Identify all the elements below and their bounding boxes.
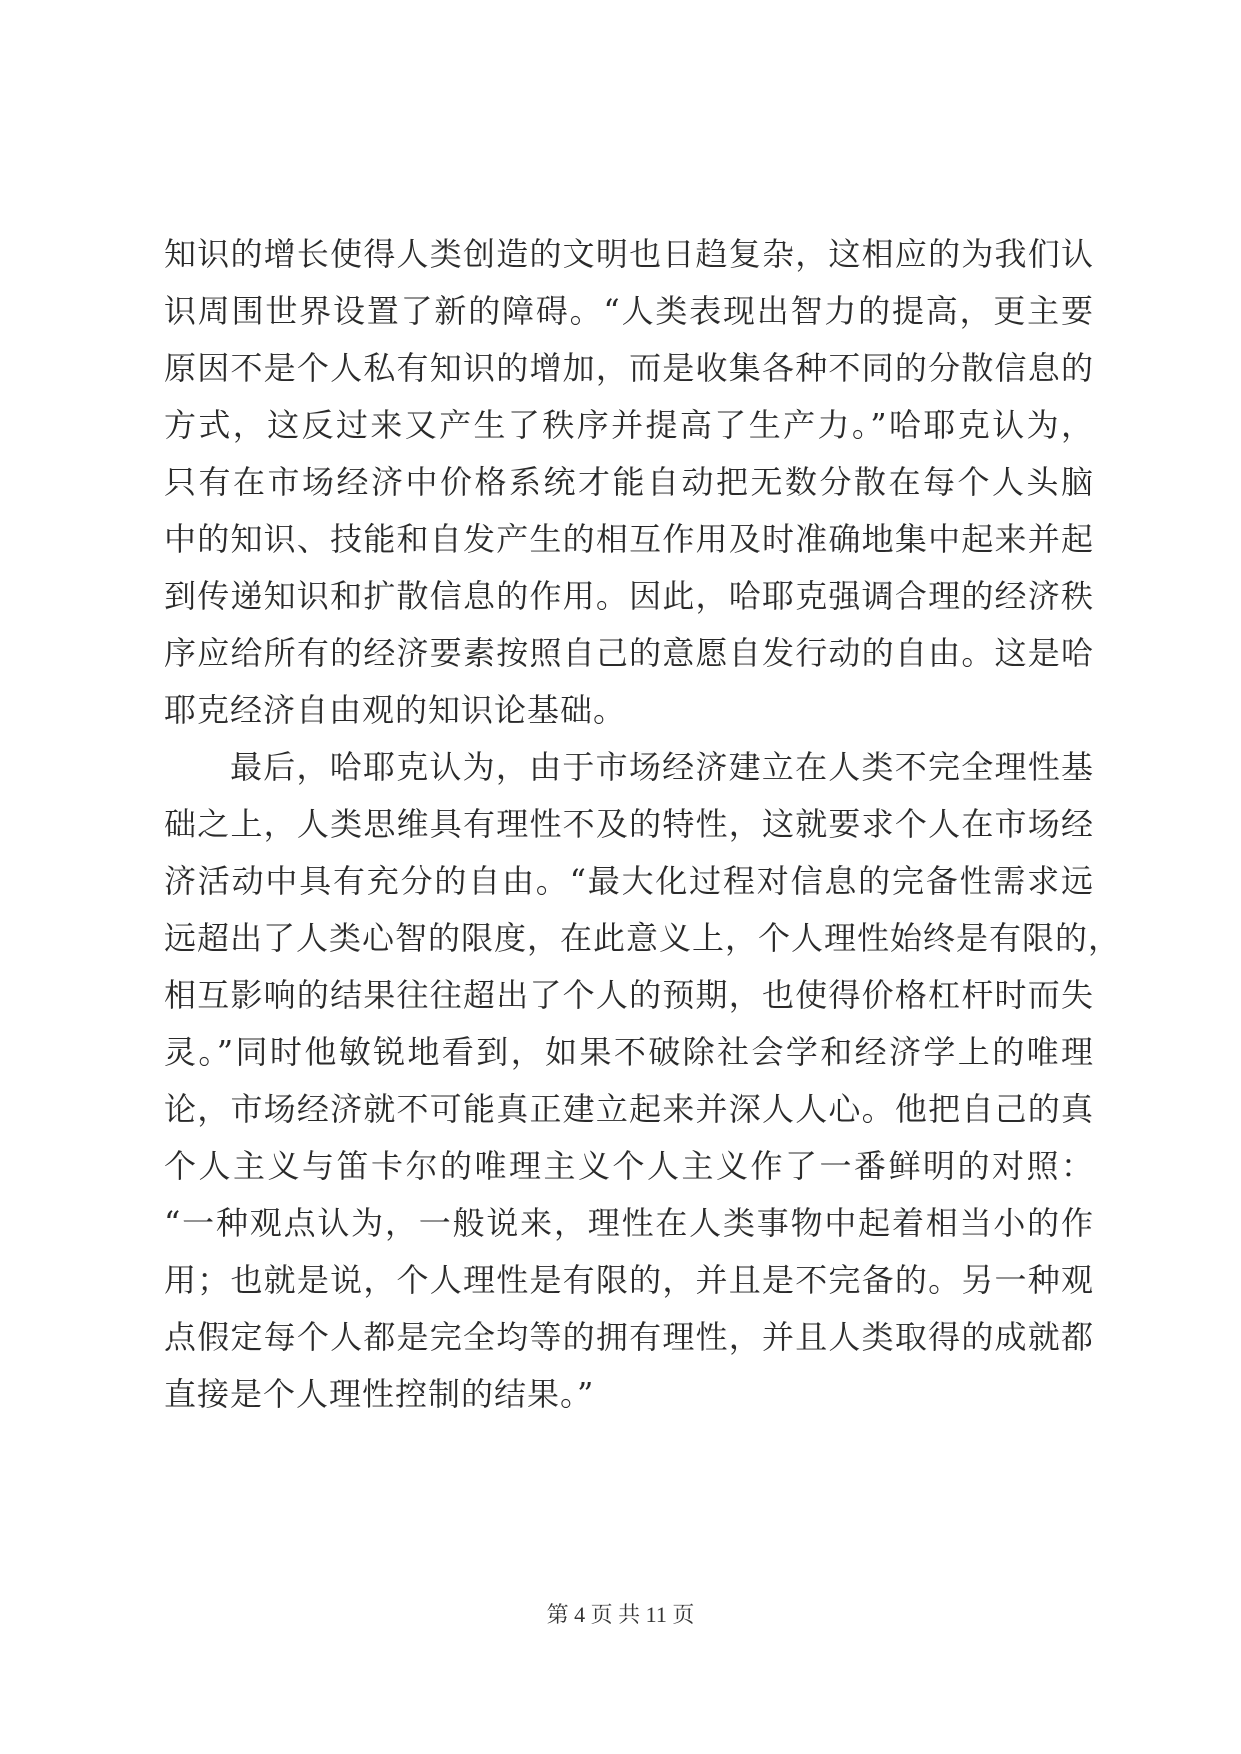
text-line: 知识的增长使得人类创造的文明也日趋复杂，这相应的为我们认 xyxy=(164,235,1094,273)
text-line: 论，市场经济就不可能真正建立起来并深人人心。他把自己的真 xyxy=(164,1090,1094,1128)
text-line: 远超出了人类心智的限度，在此意义上，个人理性始终是有限的， xyxy=(164,919,1122,957)
body-text xyxy=(164,226,1122,1423)
text-line: “一种观点认为，一般说来，理性在人类事物中起着相当小的作 xyxy=(164,1204,1094,1242)
text-line: 识周围世界设置了新的障碍。“人类表现出智力的提高，更主要 xyxy=(164,292,1094,330)
text-line: 点假定每个人都是完全均等的拥有理性，并且人类取得的成就都 xyxy=(164,1318,1094,1356)
text-line: 直接是个人理性控制的结果。” xyxy=(164,1375,595,1413)
paragraph-first-line: 最后，哈耶克认为，由于市场经济建立在人类不完全理性基 xyxy=(230,748,1094,786)
page-number-footer: 第 4 页 共 11 页 xyxy=(546,1602,695,1627)
text-line: 个人主义与笛卡尔的唯理主义个人主义作了一番鲜明的对照： xyxy=(164,1147,1094,1185)
text-line: 中的知识、技能和自发产生的相互作用及时准确地集中起来并起 xyxy=(164,520,1094,558)
text-line: 到传递知识和扩散信息的作用。因此，哈耶克强调合理的经济秩 xyxy=(164,577,1094,615)
text-line: 方式，这反过来又产生了秩序并提高了生产力。”哈耶克认为， xyxy=(164,406,1094,444)
text-line: 相互影响的结果往往超出了个人的预期，也使得价格杠杆时而失 xyxy=(164,976,1094,1014)
text-line: 只有在市场经济中价格系统才能自动把无数分散在每个人头脑 xyxy=(164,463,1094,501)
text-line: 用；也就是说，个人理性是有限的，并且是不完备的。另一种观 xyxy=(164,1261,1094,1299)
text-line: 序应给所有的经济要素按照自己的意愿自发行动的自由。这是哈 xyxy=(164,634,1094,672)
text-line: 济活动中具有充分的自由。“最大化过程对信息的完备性需求远 xyxy=(164,862,1094,900)
text-line: 耶克经济自由观的知识论基础。 xyxy=(164,691,627,729)
text-line: 础之上，人类思维具有理性不及的特性，这就要求个人在市场经 xyxy=(164,805,1094,843)
text-line: 灵。”同时他敏锐地看到，如果不破除社会学和经济学上的唯理 xyxy=(164,1033,1094,1071)
text-line: 原因不是个人私有知识的增加，而是收集各种不同的分散信息的 xyxy=(164,349,1094,387)
